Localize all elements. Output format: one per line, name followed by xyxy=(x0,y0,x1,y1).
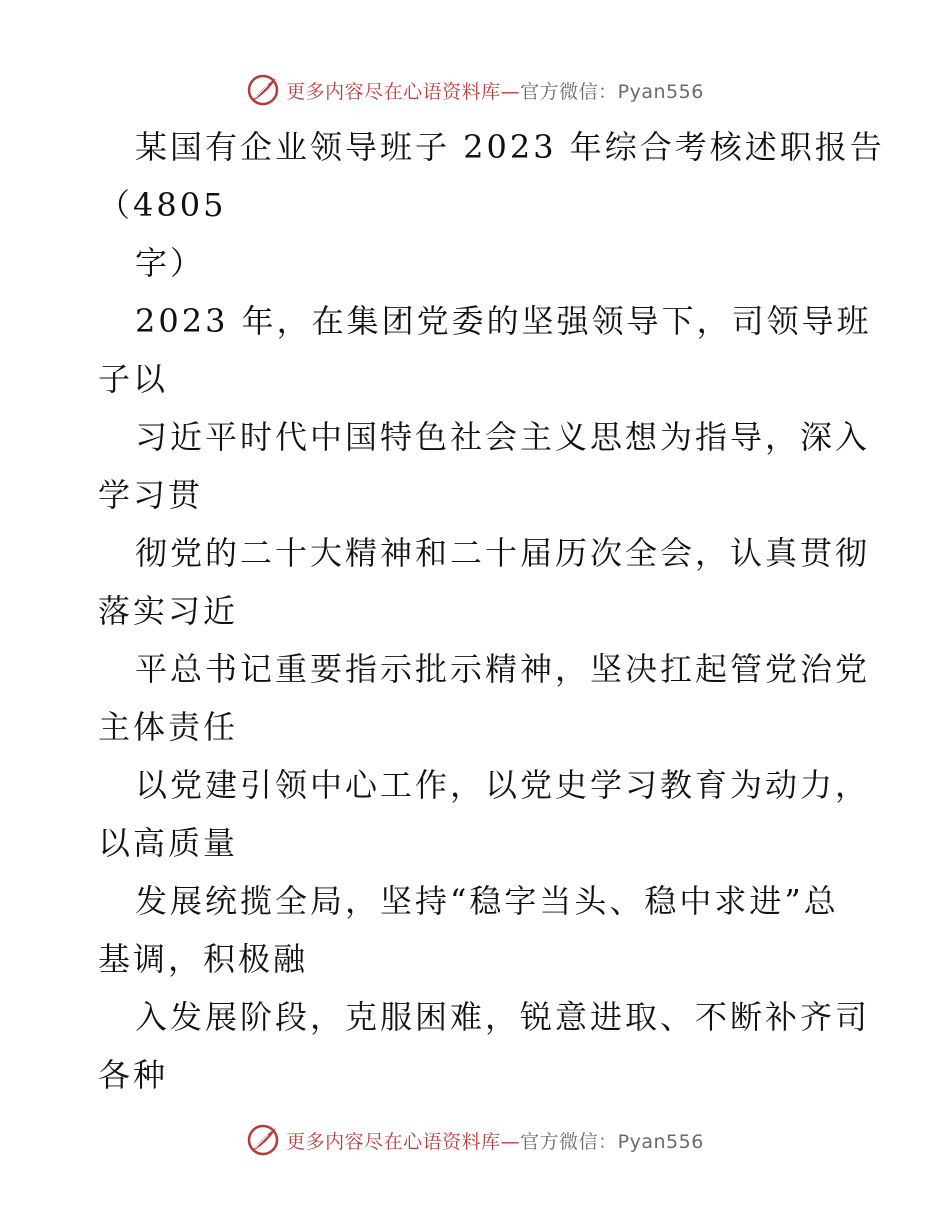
doc-line: 各种 xyxy=(98,1056,169,1094)
doc-line: 字） xyxy=(135,244,206,282)
doc-line: 落实习近 xyxy=(98,592,239,630)
doc-line: 基调，积极融 xyxy=(98,940,309,978)
footer-banner xyxy=(0,1120,950,1160)
doc-title-line: 某国有企业领导班子 2023 年综合考核述职报告 xyxy=(135,128,885,166)
quill-pen-logo-icon xyxy=(246,73,280,107)
doc-line: 彻党的二十大精神和二十届历次全会，认真贯彻 xyxy=(135,534,871,572)
doc-line: 以高质量 xyxy=(98,824,239,862)
doc-line: 2023 年，在集团党委的坚强领导下，司领导班 xyxy=(135,302,872,340)
header-banner xyxy=(0,70,950,110)
doc-line: 主体责任 xyxy=(98,708,239,746)
doc-line: 发展统揽全局，坚持“稳字当头、稳中求进”总 xyxy=(135,882,839,920)
doc-line: 子以 xyxy=(98,360,169,398)
quill-pen-logo-icon xyxy=(246,1123,280,1157)
doc-line: 平总书记重要指示批示精神，坚决扛起管党治党 xyxy=(135,650,871,688)
banner-wechat: 官方微信：Pyan556 xyxy=(520,80,704,103)
banner-text: 更多内容尽在心语资料库—官方微信：Pyan556 xyxy=(286,1130,704,1153)
doc-line: 入发展阶段，克服困难，锐意进取、不断补齐司 xyxy=(135,998,871,1036)
doc-line: （4805 xyxy=(98,186,227,224)
banner-text: 更多内容尽在心语资料库—官方微信：Pyan556 xyxy=(286,80,704,103)
banner-wechat: 官方微信：Pyan556 xyxy=(520,1130,704,1153)
doc-line: 学习贯 xyxy=(98,476,204,514)
doc-line: 习近平时代中国特色社会主义思想为指导，深入 xyxy=(135,418,871,456)
doc-line: 以党建引领中心工作，以党史学习教育为动力， xyxy=(135,766,871,804)
